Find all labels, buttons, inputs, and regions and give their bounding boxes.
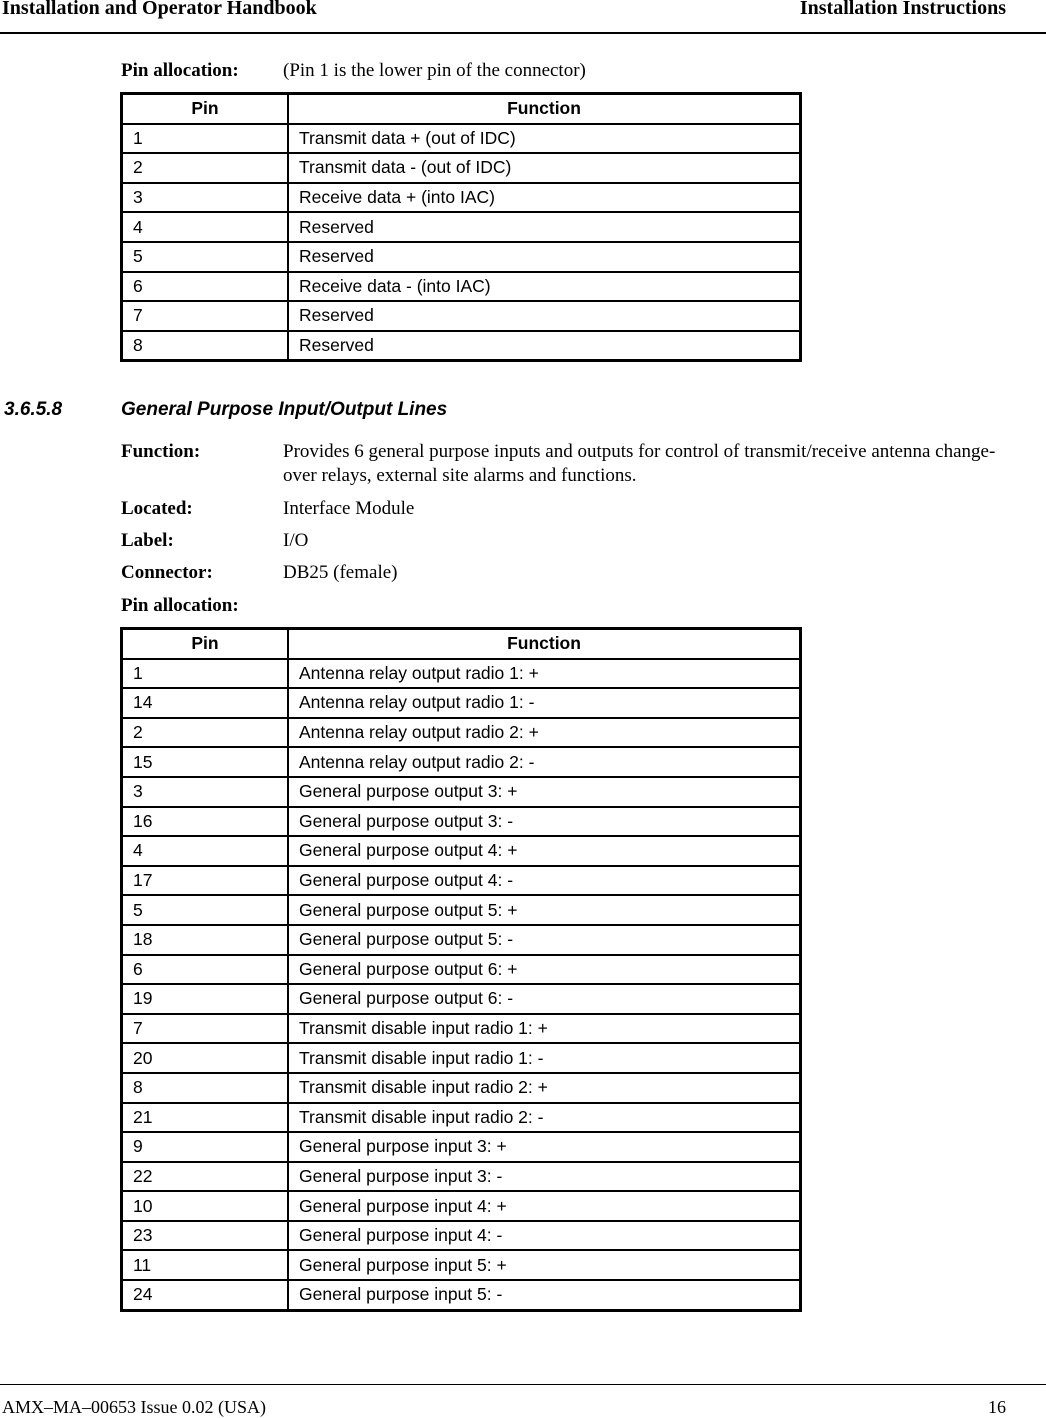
pin-function-cell: Transmit disable input radio 2: - bbox=[288, 1103, 801, 1133]
pin-function-cell: Reserved bbox=[288, 242, 801, 272]
pin-number-cell: 11 bbox=[122, 1250, 289, 1280]
pin-function-cell: Antenna relay output radio 1: + bbox=[288, 659, 801, 689]
table-row bbox=[122, 183, 801, 213]
pin-function-cell: Antenna relay output radio 2: + bbox=[288, 718, 801, 748]
document-id: AMX–MA–00653 Issue 0.02 (USA) bbox=[2, 1397, 266, 1417]
pin-function-cell: General purpose input 4: - bbox=[288, 1221, 801, 1251]
table-row bbox=[122, 1250, 801, 1280]
pin-number-cell: 2 bbox=[122, 718, 289, 748]
function-label: Function: bbox=[121, 441, 201, 462]
table-row bbox=[122, 1280, 801, 1310]
table-row bbox=[122, 659, 801, 689]
pin-number-cell: 24 bbox=[122, 1280, 289, 1310]
table-header-row bbox=[122, 629, 801, 659]
table-row bbox=[122, 301, 801, 331]
table-row bbox=[122, 807, 801, 837]
table-row bbox=[122, 242, 801, 272]
pin-function-cell: General purpose output 3: + bbox=[288, 777, 801, 807]
pin-function-cell: Reserved bbox=[288, 331, 801, 361]
section-title: General Purpose Input/Output Lines bbox=[121, 399, 448, 420]
pin-number-cell: 1 bbox=[122, 659, 289, 689]
table-row bbox=[122, 1103, 801, 1133]
page-header bbox=[0, 0, 1046, 34]
table-row bbox=[122, 153, 801, 183]
pin-function-cell: Transmit disable input radio 1: + bbox=[288, 1014, 801, 1044]
table-row bbox=[122, 124, 801, 154]
pin-function-cell: Transmit disable input radio 1: - bbox=[288, 1043, 801, 1073]
connector-value: DB25 (female) bbox=[283, 562, 398, 583]
pin-table-1 bbox=[120, 92, 802, 362]
pin-number-cell: 20 bbox=[122, 1043, 289, 1073]
page-footer bbox=[0, 1384, 1046, 1417]
table-row bbox=[122, 925, 801, 955]
table-row bbox=[122, 212, 801, 242]
pin-number-cell: 10 bbox=[122, 1191, 289, 1221]
section-number: 3.6.5.8 bbox=[4, 399, 63, 420]
pin-number-cell: 18 bbox=[122, 925, 289, 955]
pin-function-cell: General purpose input 5: + bbox=[288, 1250, 801, 1280]
label-label: Label: bbox=[121, 530, 174, 551]
pin-number-cell: 8 bbox=[122, 1073, 289, 1103]
pin-number-cell: 7 bbox=[122, 301, 289, 331]
pin-number-cell: 3 bbox=[122, 183, 289, 213]
pin-function-cell: General purpose input 3: + bbox=[288, 1132, 801, 1162]
column-header-function: Function bbox=[288, 94, 801, 124]
pin-number-cell: 8 bbox=[122, 331, 289, 361]
pin-function-cell: Transmit data + (out of IDC) bbox=[288, 124, 801, 154]
pin-number-cell: 3 bbox=[122, 777, 289, 807]
table-row bbox=[122, 1162, 801, 1192]
table-row bbox=[122, 718, 801, 748]
pin-number-cell: 6 bbox=[122, 955, 289, 985]
pin-function-cell: General purpose input 5: - bbox=[288, 1280, 801, 1310]
pin-function-cell: General purpose output 6: - bbox=[288, 984, 801, 1014]
pin-function-cell: Receive data + (into IAC) bbox=[288, 183, 801, 213]
connector-label: Connector: bbox=[121, 562, 213, 583]
table-row bbox=[122, 272, 801, 302]
pin-number-cell: 4 bbox=[122, 836, 289, 866]
pin-number-cell: 5 bbox=[122, 242, 289, 272]
table-row bbox=[122, 984, 801, 1014]
pin-number-cell: 5 bbox=[122, 895, 289, 925]
table-row bbox=[122, 688, 801, 718]
pin-function-cell: General purpose output 6: + bbox=[288, 955, 801, 985]
pin-number-cell: 1 bbox=[122, 124, 289, 154]
table-row bbox=[122, 836, 801, 866]
document-title: Installation and Operator Handbook bbox=[2, 0, 317, 19]
pin-function-cell: Antenna relay output radio 1: - bbox=[288, 688, 801, 718]
pin-number-cell: 21 bbox=[122, 1103, 289, 1133]
pin-function-cell: Reserved bbox=[288, 301, 801, 331]
pin-number-cell: 23 bbox=[122, 1221, 289, 1251]
pin-function-cell: General purpose input 3: - bbox=[288, 1162, 801, 1192]
pin-function-cell: Transmit disable input radio 2: + bbox=[288, 1073, 801, 1103]
pin-number-cell: 16 bbox=[122, 807, 289, 837]
chapter-title: Installation Instructions bbox=[799, 0, 1006, 19]
column-header-function: Function bbox=[288, 629, 801, 659]
page-number: 16 bbox=[988, 1397, 1006, 1417]
pin-number-cell: 15 bbox=[122, 747, 289, 777]
pin-function-cell: General purpose output 4: - bbox=[288, 866, 801, 896]
table-row bbox=[122, 747, 801, 777]
column-header-pin: Pin bbox=[122, 629, 289, 659]
pin-number-cell: 17 bbox=[122, 866, 289, 896]
table-row bbox=[122, 331, 801, 361]
pin-number-cell: 19 bbox=[122, 984, 289, 1014]
pin-number-cell: 4 bbox=[122, 212, 289, 242]
table-row bbox=[122, 1043, 801, 1073]
table-row bbox=[122, 1221, 801, 1251]
pin-function-cell: General purpose input 4: + bbox=[288, 1191, 801, 1221]
pin-number-cell: 14 bbox=[122, 688, 289, 718]
table-header-row bbox=[122, 94, 801, 124]
pin-allocation-note: (Pin 1 is the lower pin of the connector) bbox=[283, 60, 586, 81]
located-value: Interface Module bbox=[283, 498, 415, 519]
pin-table-2 bbox=[120, 627, 802, 1312]
pin-function-cell: Reserved bbox=[288, 212, 801, 242]
pin-function-cell: Receive data - (into IAC) bbox=[288, 272, 801, 302]
pin-function-cell: General purpose output 4: + bbox=[288, 836, 801, 866]
pin-function-cell: General purpose output 5: - bbox=[288, 925, 801, 955]
table-row bbox=[122, 955, 801, 985]
column-header-pin: Pin bbox=[122, 94, 289, 124]
table-row bbox=[122, 895, 801, 925]
pin-function-cell: General purpose output 3: - bbox=[288, 807, 801, 837]
pin-number-cell: 22 bbox=[122, 1162, 289, 1192]
table-row bbox=[122, 1191, 801, 1221]
pin-number-cell: 6 bbox=[122, 272, 289, 302]
table-row bbox=[122, 866, 801, 896]
pin-number-cell: 9 bbox=[122, 1132, 289, 1162]
pin-number-cell: 7 bbox=[122, 1014, 289, 1044]
pin-allocation-label: Pin allocation: bbox=[121, 60, 239, 81]
pin-allocation-label: Pin allocation: bbox=[121, 595, 239, 616]
table-row bbox=[122, 1132, 801, 1162]
label-value: I/O bbox=[283, 530, 309, 551]
table-row bbox=[122, 1073, 801, 1103]
pin-function-cell: Transmit data - (out of IDC) bbox=[288, 153, 801, 183]
pin-number-cell: 2 bbox=[122, 153, 289, 183]
pin-function-cell: General purpose output 5: + bbox=[288, 895, 801, 925]
table-row bbox=[122, 1014, 801, 1044]
pin-function-cell: Antenna relay output radio 2: - bbox=[288, 747, 801, 777]
function-value: Provides 6 general purpose inputs and outputs for control of transmit/receive antenna change-over relays, external site alarms and functions. bbox=[283, 441, 996, 486]
located-label: Located: bbox=[121, 498, 193, 519]
table-row bbox=[122, 777, 801, 807]
